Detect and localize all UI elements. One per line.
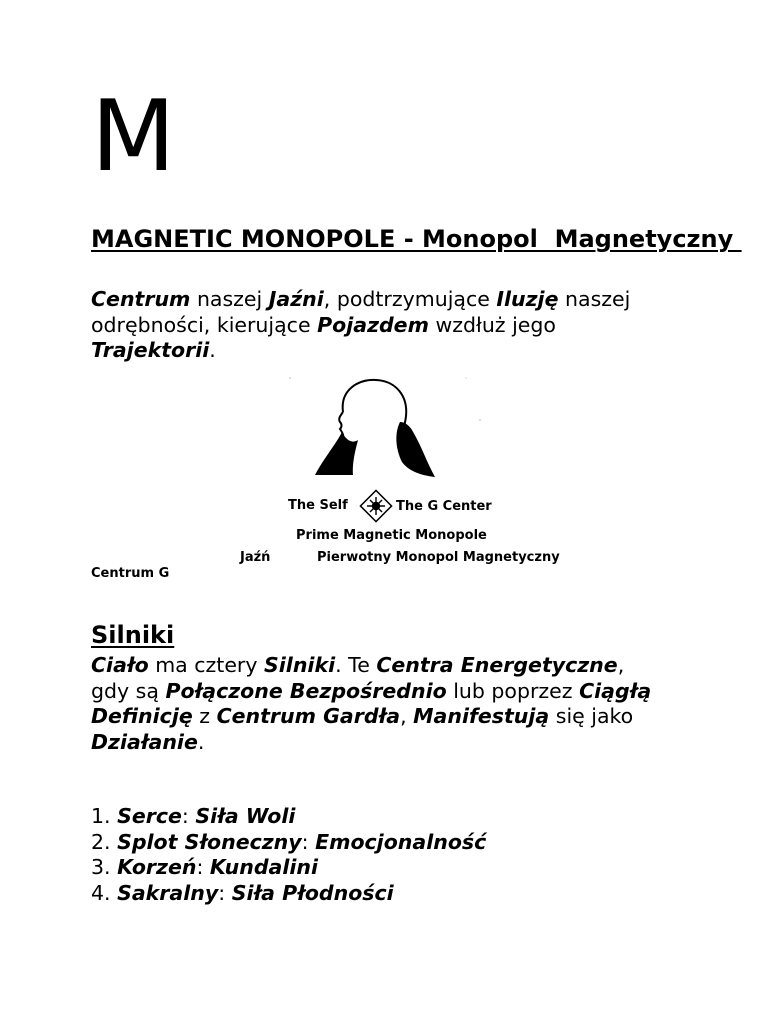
list-item bbox=[91, 830, 486, 856]
list-number: 1. bbox=[91, 804, 118, 828]
text: lub poprzez bbox=[446, 678, 580, 703]
list-term: Korzeń bbox=[117, 855, 197, 879]
caption-centrum-g: Centrum G bbox=[91, 566, 170, 581]
list-term: Sakralny bbox=[117, 880, 219, 905]
term: Manifestują bbox=[413, 704, 550, 728]
list-separator: : bbox=[181, 804, 196, 828]
intro-paragraph bbox=[91, 287, 661, 364]
term: Centrum Gardła bbox=[216, 704, 401, 728]
term: Iluzję bbox=[496, 287, 559, 311]
label-prime-magnetic-monopole: Prime Magnetic Monopole bbox=[296, 528, 487, 543]
list-number: 3. bbox=[91, 855, 118, 879]
list-number: 4. bbox=[91, 880, 118, 905]
term: Pojazdem bbox=[317, 312, 429, 337]
list-item bbox=[91, 881, 486, 907]
caption-pierwotny-monopol: Pierwotny Monopol Magnetyczny bbox=[317, 550, 560, 565]
list-term: Splot Słoneczny bbox=[117, 829, 302, 854]
term: Ciągłą Definicję bbox=[91, 678, 652, 728]
list-separator: : bbox=[196, 855, 210, 879]
text: , bbox=[400, 704, 414, 728]
text: się jako bbox=[549, 704, 634, 728]
text: wzdłuż jego bbox=[428, 312, 556, 337]
list-item bbox=[91, 804, 486, 830]
term: Centrum bbox=[91, 287, 191, 311]
term: Centra Energetyczne bbox=[376, 653, 618, 677]
page-big-letter: M bbox=[91, 80, 176, 194]
monopole-emblem-icon bbox=[360, 490, 391, 521]
motors-list bbox=[91, 804, 486, 906]
section-heading-silniki: Silniki bbox=[91, 621, 175, 649]
text: . bbox=[209, 338, 216, 362]
magnetic-monopole-figure bbox=[280, 372, 500, 548]
list-value: Kundalini bbox=[209, 855, 319, 879]
caption-jazn: Jaźń bbox=[240, 550, 271, 565]
list-separator: : bbox=[218, 880, 232, 905]
list-value: Emocjonalność bbox=[315, 829, 487, 854]
list-term: Serce bbox=[117, 804, 182, 828]
text: , podtrzymujące bbox=[323, 287, 497, 311]
list-value: Siła Płodności bbox=[231, 880, 394, 905]
term: Silniki bbox=[264, 653, 336, 677]
list-item bbox=[91, 855, 486, 881]
list-value: Siła Woli bbox=[195, 804, 296, 828]
text: . bbox=[197, 729, 205, 754]
term: Jaźni bbox=[268, 287, 324, 311]
text: ma cztery bbox=[148, 653, 265, 677]
text: z bbox=[192, 704, 217, 728]
section-heading-magnetic-monopole: MAGNETIC MONOPOLE - Monopol Magnetyczny bbox=[91, 225, 742, 253]
text: . Te bbox=[335, 653, 377, 677]
term: Działanie bbox=[91, 729, 198, 754]
label-the-g-center: The G Center bbox=[396, 499, 492, 514]
term: Połączone Bezpośrednio bbox=[165, 678, 447, 703]
text: , gdy są bbox=[91, 653, 625, 703]
text: naszej bbox=[190, 287, 269, 311]
text: naszej odrębności, kierujące bbox=[91, 287, 631, 337]
term: Ciało bbox=[91, 653, 149, 677]
head-silhouette-illustration bbox=[280, 372, 500, 548]
term: Trajektorii bbox=[91, 338, 210, 362]
list-separator: : bbox=[301, 829, 316, 854]
list-number: 2. bbox=[91, 829, 118, 854]
label-the-self: The Self bbox=[288, 498, 348, 513]
silniki-paragraph bbox=[91, 653, 661, 755]
